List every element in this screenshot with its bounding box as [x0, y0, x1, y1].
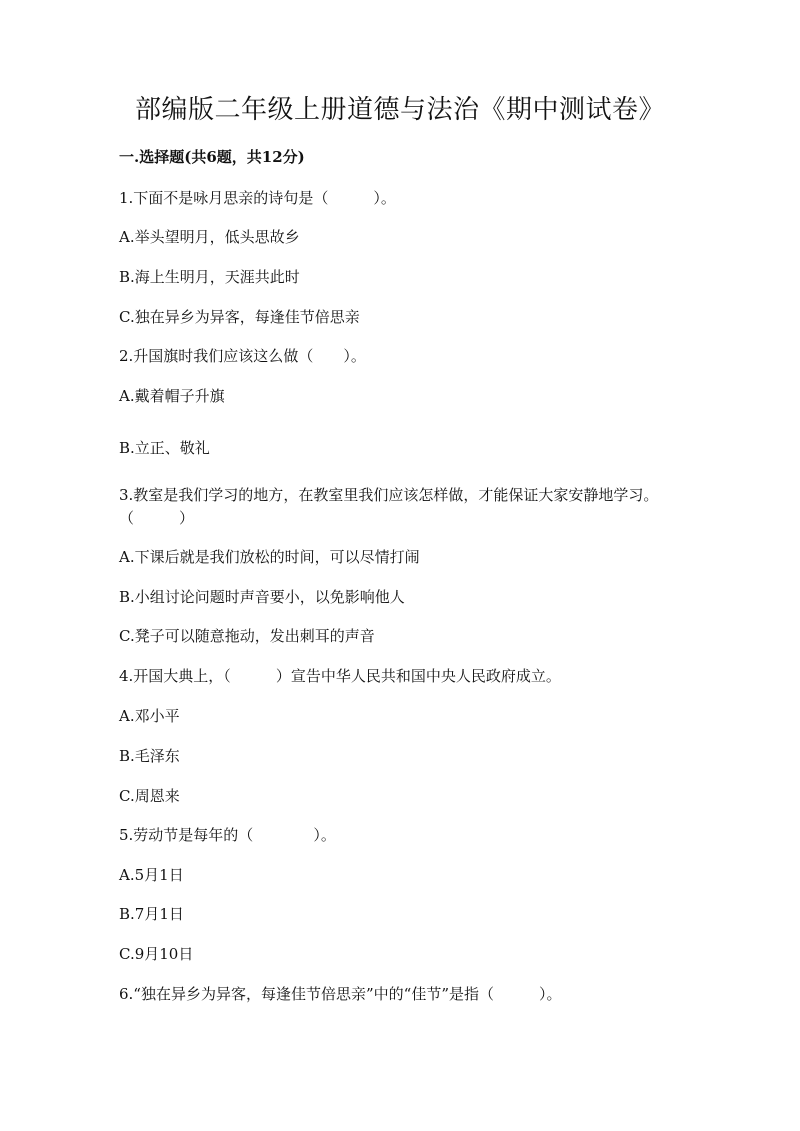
- question-4-option-b: B.毛泽东: [119, 747, 180, 765]
- question-1-stem: 1.下面不是咏月思亲的诗句是（ ）。: [119, 189, 396, 207]
- question-3-option-c: C.凳子可以随意拖动，发出刺耳的声音: [119, 627, 375, 645]
- question-3-option-a: A.下课后就是我们放松的时间，可以尽情打闹: [119, 548, 420, 566]
- question-4-option-a: A.邓小平: [119, 707, 180, 725]
- page-title: 部编版二年级上册道德与法治《期中测试卷》: [134, 95, 665, 125]
- question-5-option-a: A.5月1日: [119, 866, 184, 884]
- question-2-stem: 2.升国旗时我们应该这么做（ ）。: [119, 347, 366, 365]
- question-5-stem: 5.劳动节是每年的（ ）。: [119, 826, 336, 844]
- question-4-option-c: C.周恩来: [119, 787, 180, 805]
- question-1-option-c: C.独在异乡为异客，每逢佳节倍思亲: [119, 308, 360, 326]
- question-1-option-b: B.海上生明月，天涯共此时: [119, 268, 300, 286]
- question-4-stem: 4.开国大典上，（ ）宣告中华人民共和国中央人民政府成立。: [119, 667, 561, 685]
- question-5-option-c: C.9月10日: [119, 945, 194, 963]
- section-heading: 一.选择题(共6题，共12分): [119, 148, 305, 166]
- question-2-option-a: A.戴着帽子升旗: [119, 387, 225, 405]
- question-6-stem: 6.“独在异乡为异客，每逢佳节倍思亲”中的“佳节”是指（ ）。: [119, 985, 562, 1003]
- question-3-stem: 3.教室是我们学习的地方，在教室里我们应该怎样做，才能保证大家安静地学习。（ ）: [119, 486, 659, 527]
- question-5-option-b: B.7月1日: [119, 905, 184, 923]
- question-1-option-a: A.举头望明月，低头思故乡: [119, 228, 300, 246]
- question-2-option-b: B.立正、敬礼: [119, 439, 210, 457]
- question-3-option-b: B.小组讨论问题时声音要小，以免影响他人: [119, 588, 405, 606]
